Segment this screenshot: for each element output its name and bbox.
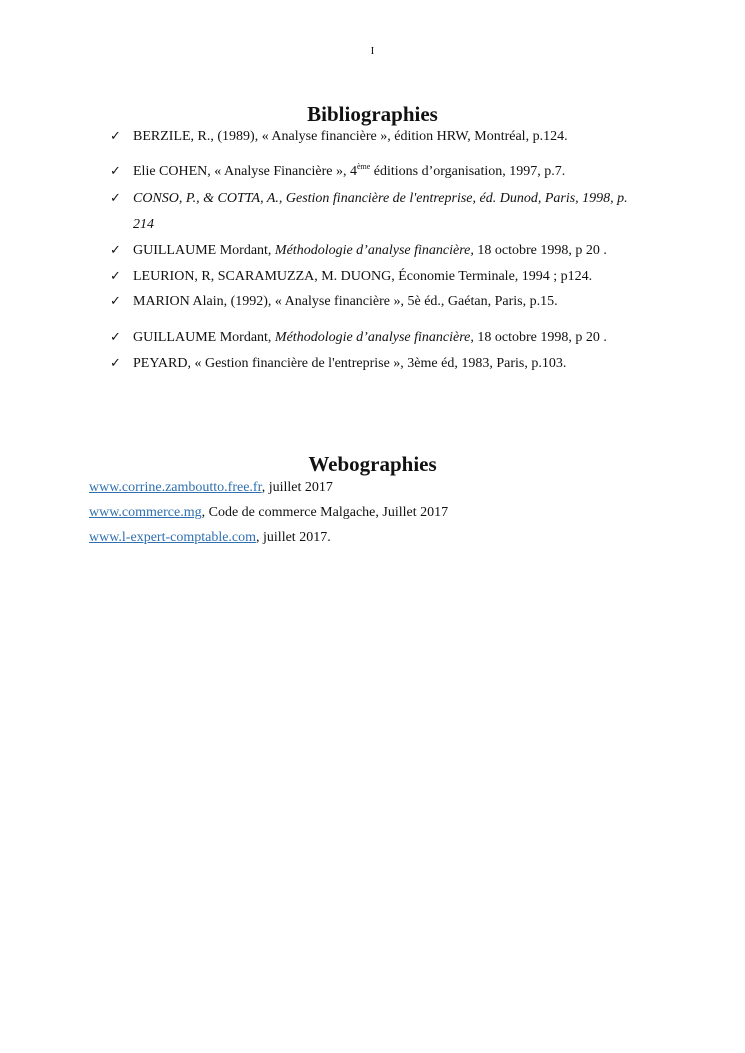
website-link[interactable]: www.l-expert-comptable.com: [89, 530, 257, 545]
bibliography-text: PEYARD, « Gestion financière de l'entreprise », 3ème éd, 1983, Paris, p.103.: [133, 356, 567, 371]
bibliography-text: BERZILE, R., (1989), « Analyse financière », édition HRW, Montréal, p.124.: [133, 129, 568, 144]
bibliography-text-part: 18 octobre 1998, p 20 .: [473, 330, 607, 345]
bibliography-text-line: CONSO, P., & COTTA, A., Gestion financière de l'entreprise, éd. Dunod, Paris, 1998, p.: [133, 191, 628, 206]
book-title: Méthodologie d’analyse financière,: [274, 243, 474, 258]
webography-date: , juillet 2017.: [256, 530, 331, 545]
bibliography-text-part: éditions d’organisation, 1997, p.7.: [370, 164, 566, 179]
webography-item: [89, 504, 689, 522]
check-mark-icon: ✓: [110, 243, 121, 258]
check-mark-icon: ✓: [110, 129, 121, 144]
bibliography-text-line: 214: [133, 217, 154, 232]
bibliography-text: [133, 186, 690, 238]
webography-date: , juillet 2017: [261, 480, 333, 495]
check-mark-icon: ✓: [110, 356, 121, 371]
webography-item: [89, 529, 689, 547]
bibliography-text: [133, 238, 690, 264]
check-mark-icon: ✓: [110, 191, 121, 206]
webography-item: [89, 479, 689, 497]
bibliography-text-part: 18 octobre 1998, p 20 .: [473, 243, 607, 258]
website-link[interactable]: www.corrine.zamboutto.free.fr: [89, 480, 262, 495]
bibliography-text-part: GUILLAUME Mordant,: [133, 243, 275, 258]
webographies-heading: Webographies: [308, 452, 437, 476]
website-link[interactable]: www.commerce.mg: [89, 505, 202, 520]
bibliography-text-part: Elie COHEN, « Analyse Financière », 4: [133, 164, 357, 179]
bibliography-text: [133, 159, 690, 185]
check-mark-icon: ✓: [110, 294, 121, 309]
bibliography-text: MARION Alain, (1992), « Analyse financière », 5è éd., Gaétan, Paris, p.15.: [133, 294, 558, 309]
check-mark-icon: ✓: [110, 330, 121, 345]
page-number: I: [370, 45, 375, 57]
book-title: Méthodologie d’analyse financière,: [274, 330, 474, 345]
bibliography-text: [133, 325, 690, 351]
bibliography-text-part: GUILLAUME Mordant,: [133, 330, 275, 345]
superscript: ème: [356, 162, 371, 171]
bibliography-text: LEURION, R, SCARAMUZZA, M. DUONG, Économie Terminale, 1994 ; p124.: [133, 269, 593, 284]
check-mark-icon: ✓: [110, 164, 121, 179]
check-mark-icon: ✓: [110, 269, 121, 284]
webography-description: , Code de commerce Malgache, Juillet 2017: [201, 505, 449, 520]
bibliographies-heading: Bibliographies: [307, 102, 438, 126]
